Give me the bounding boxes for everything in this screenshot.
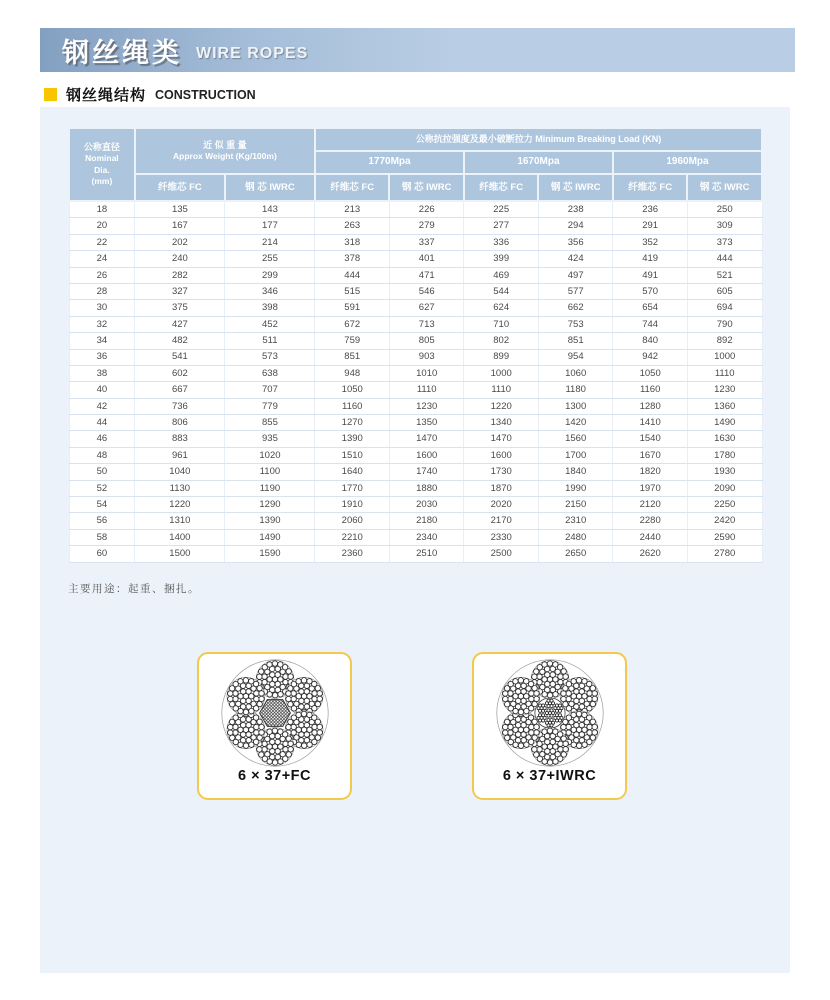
table-cell: 424 xyxy=(538,251,612,267)
table-cell: 491 xyxy=(613,267,687,283)
table-cell: 378 xyxy=(315,251,389,267)
table-cell: 34 xyxy=(69,333,135,349)
table-cell: 935 xyxy=(225,431,315,447)
col-header-1770-iwrc: 钢 芯 IWRC xyxy=(389,174,463,201)
table-cell: 40 xyxy=(69,382,135,398)
table-cell: 672 xyxy=(315,316,389,332)
table-cell: 50 xyxy=(69,464,135,480)
table-cell: 1340 xyxy=(464,415,538,431)
table-cell: 352 xyxy=(613,234,687,250)
table-cell: 20 xyxy=(69,218,135,234)
table-cell: 903 xyxy=(389,349,463,365)
table-cell: 790 xyxy=(687,316,762,332)
table-cell: 2280 xyxy=(613,513,687,529)
table-cell: 573 xyxy=(225,349,315,365)
table-cell: 753 xyxy=(538,316,612,332)
table-cell: 42 xyxy=(69,398,135,414)
table-cell: 2330 xyxy=(464,529,538,545)
table-cell: 1840 xyxy=(538,464,612,480)
table-cell: 327 xyxy=(135,283,225,299)
table-cell: 1280 xyxy=(613,398,687,414)
spec-table-body xyxy=(69,201,762,562)
table-row xyxy=(69,365,762,381)
table-cell: 2440 xyxy=(613,529,687,545)
table-cell: 1420 xyxy=(538,415,612,431)
table-cell: 226 xyxy=(389,201,463,218)
table-row xyxy=(69,201,762,218)
table-cell: 2480 xyxy=(538,529,612,545)
table-cell: 1130 xyxy=(135,480,225,496)
table-cell: 1290 xyxy=(225,497,315,513)
table-cell: 1180 xyxy=(538,382,612,398)
table-cell: 482 xyxy=(135,333,225,349)
table-row xyxy=(69,300,762,316)
table-cell: 605 xyxy=(687,283,762,299)
table-cell: 591 xyxy=(315,300,389,316)
col-header-1960-iwrc: 钢 芯 IWRC xyxy=(687,174,762,201)
table-cell: 44 xyxy=(69,415,135,431)
col-header-breaking-load: 公称抗拉强度及最小破断拉力 Minimum Breaking Load (KN) xyxy=(315,128,762,151)
table-cell: 1350 xyxy=(389,415,463,431)
table-cell: 2500 xyxy=(464,546,538,562)
table-cell: 1390 xyxy=(225,513,315,529)
table-cell: 263 xyxy=(315,218,389,234)
rope-diagram-card-fc xyxy=(197,652,352,800)
table-cell: 250 xyxy=(687,201,762,218)
table-cell: 1000 xyxy=(464,365,538,381)
table-cell: 336 xyxy=(464,234,538,250)
col-header-1670-fc: 纤维芯 FC xyxy=(464,174,538,201)
table-cell: 214 xyxy=(225,234,315,250)
table-row xyxy=(69,480,762,496)
table-row xyxy=(69,333,762,349)
col-header-nominal-dia: 公称直径 Nominal Dia. (mm) xyxy=(69,128,135,201)
table-row xyxy=(69,234,762,250)
table-cell: 2620 xyxy=(613,546,687,562)
table-cell: 213 xyxy=(315,201,389,218)
table-cell: 236 xyxy=(613,201,687,218)
table-cell: 1500 xyxy=(135,546,225,562)
table-cell: 806 xyxy=(135,415,225,431)
table-cell: 444 xyxy=(315,267,389,283)
table-cell: 167 xyxy=(135,218,225,234)
table-cell: 2170 xyxy=(464,513,538,529)
table-cell: 497 xyxy=(538,267,612,283)
table-cell: 1670 xyxy=(613,447,687,463)
table-cell: 401 xyxy=(389,251,463,267)
table-cell: 1230 xyxy=(687,382,762,398)
table-cell: 851 xyxy=(538,333,612,349)
col-header-grade-1670: 1670Mpa xyxy=(464,151,613,174)
table-cell: 452 xyxy=(225,316,315,332)
col-header-weight-iwrc: 钢 芯 IWRC xyxy=(225,174,315,201)
section-title-en: CONSTRUCTION xyxy=(155,88,256,102)
table-cell: 736 xyxy=(135,398,225,414)
table-cell: 2120 xyxy=(613,497,687,513)
table-cell: 544 xyxy=(464,283,538,299)
table-cell: 1040 xyxy=(135,464,225,480)
table-cell: 654 xyxy=(613,300,687,316)
table-cell: 759 xyxy=(315,333,389,349)
table-cell: 577 xyxy=(538,283,612,299)
table-cell: 1050 xyxy=(613,365,687,381)
table-cell: 2210 xyxy=(315,529,389,545)
table-cell: 279 xyxy=(389,218,463,234)
table-cell: 294 xyxy=(538,218,612,234)
page-header-banner xyxy=(40,28,795,72)
table-cell: 744 xyxy=(613,316,687,332)
table-cell: 2310 xyxy=(538,513,612,529)
table-cell: 2510 xyxy=(389,546,463,562)
table-cell: 1600 xyxy=(464,447,538,463)
table-cell: 18 xyxy=(69,201,135,218)
table-cell: 225 xyxy=(464,201,538,218)
table-row xyxy=(69,513,762,529)
table-cell: 2340 xyxy=(389,529,463,545)
table-cell: 52 xyxy=(69,480,135,496)
table-cell: 2180 xyxy=(389,513,463,529)
table-cell: 892 xyxy=(687,333,762,349)
table-cell: 2250 xyxy=(687,497,762,513)
table-cell: 419 xyxy=(613,251,687,267)
table-cell: 541 xyxy=(135,349,225,365)
table-row xyxy=(69,431,762,447)
table-cell: 277 xyxy=(464,218,538,234)
table-cell: 58 xyxy=(69,529,135,545)
table-cell: 624 xyxy=(464,300,538,316)
table-cell: 707 xyxy=(225,382,315,398)
table-cell: 240 xyxy=(135,251,225,267)
table-cell: 1230 xyxy=(389,398,463,414)
table-cell: 1490 xyxy=(225,529,315,545)
rope-diagram-label-fc: 6 × 37+FC xyxy=(237,768,311,784)
table-cell: 851 xyxy=(315,349,389,365)
col-header-1670-iwrc: 钢 芯 IWRC xyxy=(538,174,612,201)
table-cell: 899 xyxy=(464,349,538,365)
table-cell: 1770 xyxy=(315,480,389,496)
table-cell: 1270 xyxy=(315,415,389,431)
usage-note: 主要用途：起重、捆扎。 xyxy=(68,582,200,595)
table-cell: 546 xyxy=(389,283,463,299)
table-row xyxy=(69,316,762,332)
table-cell: 1630 xyxy=(687,431,762,447)
table-row xyxy=(69,349,762,365)
table-cell: 694 xyxy=(687,300,762,316)
table-cell: 511 xyxy=(225,333,315,349)
table-cell: 1410 xyxy=(613,415,687,431)
table-cell: 32 xyxy=(69,316,135,332)
table-cell: 471 xyxy=(389,267,463,283)
table-cell: 1220 xyxy=(135,497,225,513)
table-cell: 2090 xyxy=(687,480,762,496)
table-cell: 399 xyxy=(464,251,538,267)
table-cell: 1470 xyxy=(389,431,463,447)
table-cell: 469 xyxy=(464,267,538,283)
table-cell: 1020 xyxy=(225,447,315,463)
table-cell: 627 xyxy=(389,300,463,316)
table-cell: 1540 xyxy=(613,431,687,447)
table-row xyxy=(69,398,762,414)
table-cell: 1880 xyxy=(389,480,463,496)
table-cell: 24 xyxy=(69,251,135,267)
table-cell: 54 xyxy=(69,497,135,513)
table-cell: 299 xyxy=(225,267,315,283)
page-title-en: WIRE ROPES xyxy=(196,44,309,62)
col-header-weight-fc: 纤维芯 FC xyxy=(135,174,225,201)
table-cell: 375 xyxy=(135,300,225,316)
table-cell: 942 xyxy=(613,349,687,365)
table-cell: 135 xyxy=(135,201,225,218)
table-cell: 22 xyxy=(69,234,135,250)
table-cell: 1310 xyxy=(135,513,225,529)
table-cell: 318 xyxy=(315,234,389,250)
table-cell: 1510 xyxy=(315,447,389,463)
table-cell: 855 xyxy=(225,415,315,431)
table-row xyxy=(69,497,762,513)
table-cell: 309 xyxy=(687,218,762,234)
table-cell: 1470 xyxy=(464,431,538,447)
table-cell: 2780 xyxy=(687,546,762,562)
table-cell: 356 xyxy=(538,234,612,250)
table-cell: 2650 xyxy=(538,546,612,562)
table-cell: 177 xyxy=(225,218,315,234)
table-cell: 56 xyxy=(69,513,135,529)
table-row xyxy=(69,415,762,431)
section-heading xyxy=(44,84,256,105)
table-cell: 1780 xyxy=(687,447,762,463)
table-cell: 1600 xyxy=(389,447,463,463)
table-cell: 602 xyxy=(135,365,225,381)
table-cell: 398 xyxy=(225,300,315,316)
table-cell: 238 xyxy=(538,201,612,218)
table-cell: 2020 xyxy=(464,497,538,513)
table-cell: 202 xyxy=(135,234,225,250)
table-cell: 515 xyxy=(315,283,389,299)
col-header-approx-weight: 近 似 重 量 Approx Weight (Kg/100m) xyxy=(135,128,315,174)
table-row xyxy=(69,251,762,267)
table-cell: 30 xyxy=(69,300,135,316)
table-cell: 2060 xyxy=(315,513,389,529)
table-cell: 26 xyxy=(69,267,135,283)
table-cell: 1590 xyxy=(225,546,315,562)
table-cell: 1820 xyxy=(613,464,687,480)
rope-cross-section-fc-diagram xyxy=(219,657,331,769)
table-cell: 713 xyxy=(389,316,463,332)
table-cell: 1010 xyxy=(389,365,463,381)
page-title-cn: 钢丝绳类 xyxy=(62,37,182,68)
table-cell: 1490 xyxy=(687,415,762,431)
table-cell: 46 xyxy=(69,431,135,447)
table-cell: 373 xyxy=(687,234,762,250)
table-cell: 1560 xyxy=(538,431,612,447)
table-cell: 521 xyxy=(687,267,762,283)
table-row xyxy=(69,464,762,480)
table-cell: 1110 xyxy=(389,382,463,398)
table-cell: 2590 xyxy=(687,529,762,545)
yellow-square-bullet-icon xyxy=(44,88,57,101)
construction-spec-table xyxy=(68,127,763,563)
table-cell: 710 xyxy=(464,316,538,332)
table-cell: 1110 xyxy=(687,365,762,381)
table-cell: 1640 xyxy=(315,464,389,480)
table-cell: 1390 xyxy=(315,431,389,447)
table-cell: 255 xyxy=(225,251,315,267)
rope-diagram-card-iwrc xyxy=(472,652,627,800)
table-cell: 570 xyxy=(613,283,687,299)
table-cell: 2420 xyxy=(687,513,762,529)
table-cell: 1910 xyxy=(315,497,389,513)
table-cell: 2360 xyxy=(315,546,389,562)
col-header-1960-fc: 纤维芯 FC xyxy=(613,174,687,201)
table-cell: 667 xyxy=(135,382,225,398)
table-row xyxy=(69,218,762,234)
table-cell: 638 xyxy=(225,365,315,381)
table-cell: 883 xyxy=(135,431,225,447)
table-cell: 1300 xyxy=(538,398,612,414)
table-cell: 1050 xyxy=(315,382,389,398)
table-cell: 1060 xyxy=(538,365,612,381)
rope-diagram-label-iwrc: 6 × 37+IWRC xyxy=(502,768,597,784)
table-cell: 291 xyxy=(613,218,687,234)
section-title-cn: 钢丝绳结构 xyxy=(66,87,147,104)
table-cell: 840 xyxy=(613,333,687,349)
table-row xyxy=(69,546,762,562)
table-cell: 1000 xyxy=(687,349,762,365)
table-row xyxy=(69,283,762,299)
content-sheet xyxy=(40,107,790,973)
table-cell: 60 xyxy=(69,546,135,562)
table-row xyxy=(69,267,762,283)
table-row xyxy=(69,447,762,463)
table-cell: 1100 xyxy=(225,464,315,480)
table-cell: 48 xyxy=(69,447,135,463)
table-cell: 282 xyxy=(135,267,225,283)
col-header-1770-fc: 纤维芯 FC xyxy=(315,174,389,201)
table-cell: 38 xyxy=(69,365,135,381)
table-cell: 346 xyxy=(225,283,315,299)
table-row xyxy=(69,529,762,545)
table-cell: 1990 xyxy=(538,480,612,496)
table-cell: 662 xyxy=(538,300,612,316)
table-cell: 1190 xyxy=(225,480,315,496)
table-cell: 805 xyxy=(389,333,463,349)
table-cell: 1970 xyxy=(613,480,687,496)
rope-cross-section-iwrc-diagram xyxy=(494,657,606,769)
table-cell: 1220 xyxy=(464,398,538,414)
table-cell: 954 xyxy=(538,349,612,365)
table-row xyxy=(69,382,762,398)
table-cell: 427 xyxy=(135,316,225,332)
table-cell: 802 xyxy=(464,333,538,349)
table-cell: 1740 xyxy=(389,464,463,480)
table-cell: 961 xyxy=(135,447,225,463)
table-cell: 1110 xyxy=(464,382,538,398)
col-header-grade-1960: 1960Mpa xyxy=(613,151,762,174)
table-cell: 779 xyxy=(225,398,315,414)
table-cell: 1870 xyxy=(464,480,538,496)
table-cell: 1700 xyxy=(538,447,612,463)
table-cell: 337 xyxy=(389,234,463,250)
table-cell: 2030 xyxy=(389,497,463,513)
table-cell: 1930 xyxy=(687,464,762,480)
col-header-grade-1770: 1770Mpa xyxy=(315,151,464,174)
table-cell: 444 xyxy=(687,251,762,267)
table-cell: 948 xyxy=(315,365,389,381)
table-cell: 1360 xyxy=(687,398,762,414)
table-cell: 143 xyxy=(225,201,315,218)
table-cell: 2150 xyxy=(538,497,612,513)
table-cell: 1730 xyxy=(464,464,538,480)
table-cell: 36 xyxy=(69,349,135,365)
table-cell: 28 xyxy=(69,283,135,299)
table-cell: 1400 xyxy=(135,529,225,545)
table-cell: 1160 xyxy=(613,382,687,398)
table-cell: 1160 xyxy=(315,398,389,414)
